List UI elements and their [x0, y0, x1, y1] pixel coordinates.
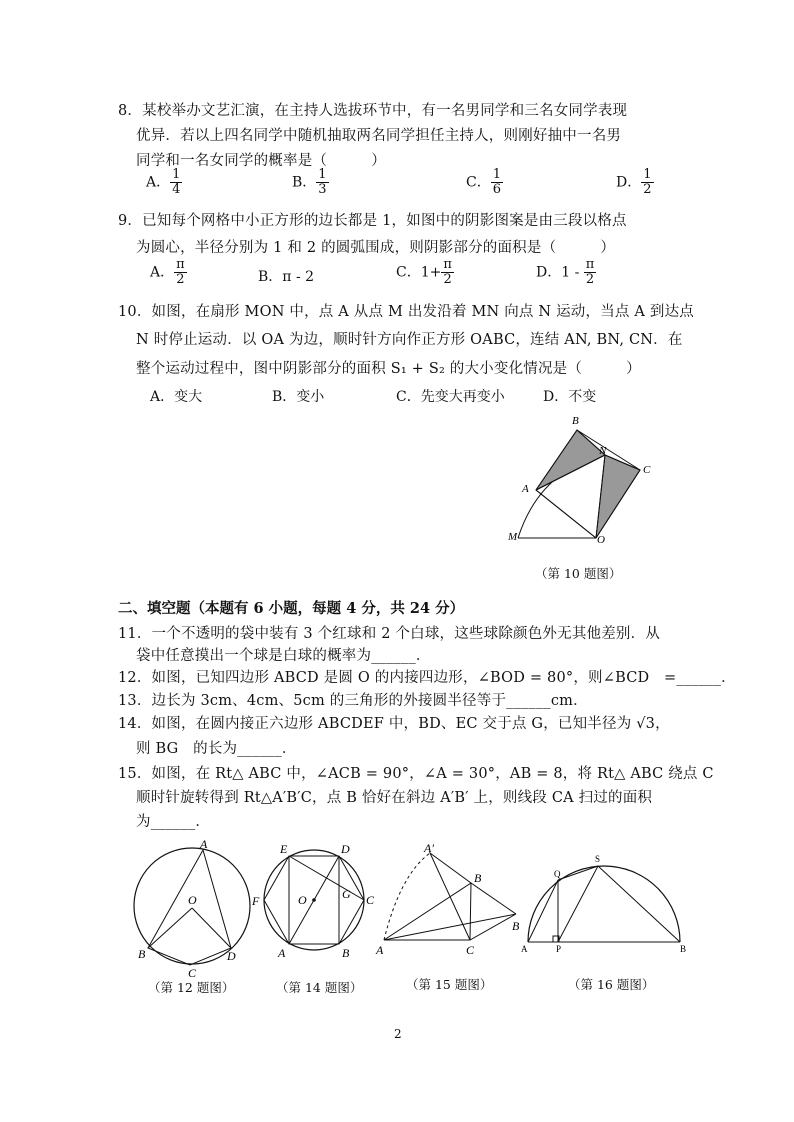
fig14-caption: （第 14 题图）: [276, 980, 363, 995]
q13-line: 13．边长为 3cm、4cm、5cm 的三角形的外接圆半径等于______cm．: [118, 693, 588, 709]
fig16-label-a: A: [521, 944, 528, 954]
fig14-label-d: D: [341, 842, 350, 856]
q8-option-a: A． $\frac{1}{4}$: [146, 167, 181, 197]
fig15-arc: [384, 853, 430, 940]
q8-line-1: 8．某校举办文艺汇演，在主持人选拔环节中，有一名男同学和三名女同学表现: [118, 103, 628, 119]
fig14-label-f: F: [252, 894, 260, 908]
fig14-label-c: C: [366, 893, 375, 907]
fig15-caption: （第 15 题图）: [406, 977, 493, 992]
figure-12: [128, 838, 258, 978]
figure-16: [516, 848, 696, 958]
q14-line-2: 则 BG 的长为______．: [136, 741, 297, 757]
q8-option-d: D． $\frac{1}{2}$: [616, 167, 652, 197]
q10-option-a: A．变大: [150, 389, 203, 405]
fig15-label-b-right: B: [512, 919, 520, 933]
q15-line-3: 为______．: [136, 814, 211, 830]
fig15-line-b-to-b: [471, 883, 516, 914]
fig14-label-e: E: [280, 842, 288, 856]
section-2-title: 二、填空题（本题有 6 小题，每题 4 分，共 24 分）: [118, 600, 465, 617]
figure-15: [370, 840, 530, 960]
fig16-line-aq: [528, 880, 558, 942]
fig16-label-q: Q: [554, 869, 561, 879]
fig16-caption: （第 16 题图）: [568, 977, 655, 992]
figure-14: [250, 838, 380, 964]
fig12-label-b: B: [138, 947, 146, 961]
q9-line-2: 为圆心，半径分别为 1 和 2 的圆弧围成，则阴影部分的面积是（ ）: [136, 240, 616, 256]
q9-option-c: C．1+ $\frac{\pi}{2}$: [396, 257, 452, 287]
fig10-label-o: O: [597, 534, 605, 546]
fig14-center-dot: [312, 898, 316, 902]
q8-line-3: 同学和一名女同学的概率是（ ）: [136, 153, 386, 169]
fig10-line-ab: [536, 490, 596, 538]
fig15-label-a-prime: A′: [424, 841, 434, 855]
q9-option-a: A． $\frac{\pi}{2}$: [150, 257, 185, 287]
fig15-label-b-top: B: [474, 871, 482, 885]
q8-line-2: 优异．若以上四名同学中随机抽取两名同学担任主持人，则刚好抽中一名男: [136, 128, 622, 144]
fig12-label-c: C: [188, 966, 197, 978]
fig12-line-ob: [148, 908, 192, 948]
q10-line-2: N 时停止运动．以 OA 为边，顺时针方向作正方形 OABC，连结 AN, BN, CN．在: [136, 332, 683, 348]
fig14-label-g: G: [342, 887, 351, 901]
fig16-semicircle: [528, 866, 680, 942]
q14-radical: √3: [636, 716, 656, 732]
q10-line-1: 10．如图，在扇形 MON 中，点 A 从点 M 出发沿着 MN 向点 N 运动，当点 A 到达点: [118, 304, 694, 320]
figure-10: [500, 410, 670, 550]
q8-option-c: C． $\frac{1}{6}$: [466, 167, 501, 197]
q11-line-2: 袋中任意摸出一个球是白球的概率为______．: [136, 648, 431, 664]
q10-option-b: B．变小: [272, 389, 325, 405]
q8-option-b: B． $\frac{1}{3}$: [292, 167, 327, 197]
fig15-label-a: A: [376, 943, 384, 957]
fig10-label-c: C: [643, 464, 651, 476]
q12-line: 12．如图，已知四边形 ABCD 是圆 O 的内接四边形，∠BOD = 80°，则∠BCD =______．: [118, 670, 736, 686]
fig10-label-m: M: [508, 531, 518, 543]
q15-line-1: 15．如图，在 Rt△ ABC 中，∠ACB = 90°，∠A = 30°，AB = 8，将 Rt△ ABC 绕点 C: [118, 766, 714, 782]
fig10-label-a: A: [522, 483, 529, 495]
q10-line-3: 整个运动过程中，图中阴影部分的面积 S₁ + S₂ 的大小变化情况是（ ）: [136, 361, 641, 377]
q10-option-d: D．不变: [543, 389, 597, 405]
fig14-label-b: B: [342, 946, 350, 960]
fig10-label-n: N: [599, 445, 607, 457]
fig12-label-a: A: [200, 838, 208, 851]
fig12-caption: （第 12 题图）: [148, 980, 235, 995]
fig12-label-d: D: [227, 949, 236, 963]
q9-line-1: 9．已知每个网格中小正方形的边长都是 1，如图中的阴影图案是由三段以格点: [118, 213, 627, 229]
q15-line-2: 顺时针旋转得到 Rt△A′B′C，点 B 恰好在斜边 A′B′ 上，则线段 CA 扫过的面积: [136, 790, 653, 806]
fig16-label-p: P: [556, 944, 562, 954]
fig12-quadrilateral: [148, 850, 231, 965]
fig16-label-s: S: [595, 854, 601, 864]
fig10-label-b: B: [572, 415, 579, 427]
fig15-label-c: C: [466, 943, 475, 957]
fig14-label-a: A: [278, 946, 286, 960]
q14-line-1: 14．如图，在圆内接正六边形 ABCDEF 中，BD、EC 交于点 G，已知半径为 √3，: [118, 716, 670, 732]
fig16-label-b: B: [680, 944, 687, 954]
q10-option-c: C．先变大再变小: [396, 389, 505, 405]
fig14-label-o: O: [298, 893, 307, 907]
fig10-caption: （第 10 题图）: [535, 566, 622, 581]
fig12-label-o: O: [188, 893, 197, 907]
q9-option-d: D．1 - $\frac{\pi}{2}$: [536, 257, 595, 287]
q11-line-1: 11．一个不透明的袋中装有 3 个红球和 2 个白球，这些球除颜色外无其他差别．从: [118, 626, 661, 642]
fig16-line-sb: [598, 866, 680, 942]
q9-option-b: B．π - 2: [258, 269, 315, 285]
page-number: 2: [394, 1027, 402, 1041]
